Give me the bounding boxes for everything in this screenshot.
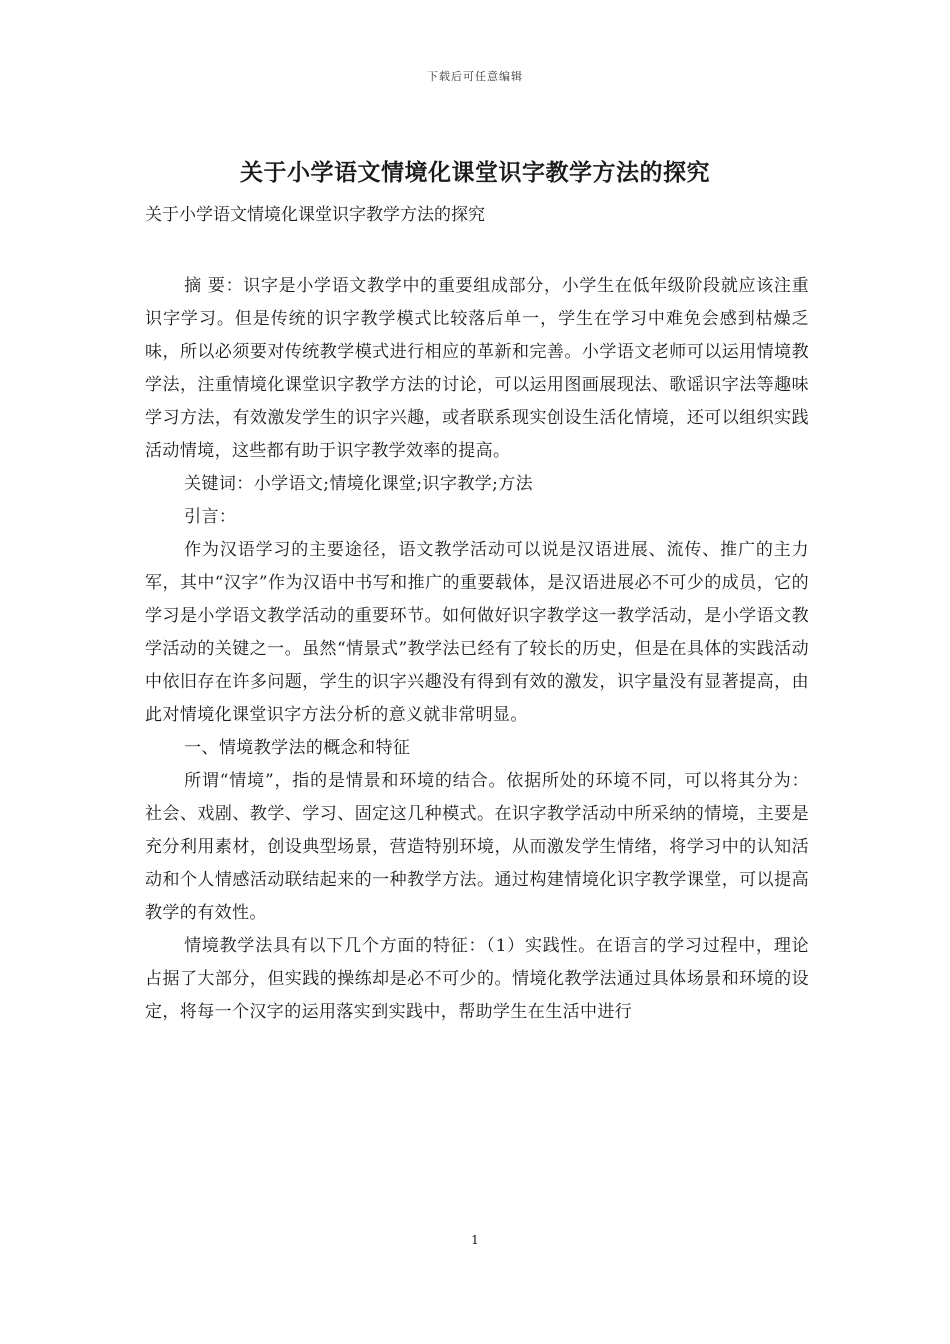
header-note: 下载后可任意编辑 bbox=[427, 70, 523, 83]
body-paragraph: 所谓“情境”，指的是情景和环境的结合。依据所处的环境不同，可以将其分为：社会、戏剧、教学、学习、固定这几种模式。在识字教学活动中所采纳的情境，主要是充分利用素材，创设典型场景，营造特别环境，从而激发学生情绪，将学习中的认知活动和个人情感活动联结起来的一种教学方法。通过构建情境化识字教学课堂，可以提高教学的有效性。 bbox=[145, 771, 809, 923]
section-heading-1: 一、情境教学法的概念和特征 bbox=[184, 738, 411, 758]
page-number: 1 bbox=[471, 1233, 479, 1247]
keywords-paragraph: 关键词：小学语文;情境化课堂;识字教学;方法 bbox=[184, 474, 534, 494]
introduction-paragraph: 作为汉语学习的主要途径，语文教学活动可以说是汉语进展、流传、推广的主力军，其中“汉字”作为汉语中书写和推广的重要载体，是汉语进展必不可少的成员，它的学习是小学语文教学活动的重要环节。如何做好识字教学这一教学活动，是小学语文教学活动的关键之一。虽然“情景式”教学法已经有了较长的历史，但是在具体的实践活动中依旧存在许多问题，学生的识字兴趣没有得到有效的激发，识字量没有显著提高，由此对情境化课堂识字方法分析的意义就非常明显。 bbox=[145, 540, 809, 725]
document-title: 关于小学语文情境化课堂识字教学方法的探究 bbox=[240, 159, 710, 186]
abstract-paragraph: 摘 要：识字是小学语文教学中的重要组成部分，小学生在低年级阶段就应该注重识字学习。但是传统的识字教学模式比较落后单一，学生在学习中难免会感到枯燥乏味，所以必须要对传统教学模式进行相应的革新和完善。小学语文老师可以运用情境教学法，注重情境化课堂识字教学方法的讨论，可以运用图画展现法、歌谣识字法等趣味学习方法，有效激发学生的识字兴趣，或者联系现实创设生活化情境，还可以组织实践活动情境，这些都有助于识字教学效率的提高。 bbox=[145, 276, 809, 461]
body-paragraph: 情境教学法具有以下几个方面的特征：（1）实践性。在语言的学习过程中，理论占据了大部分，但实践的操练却是必不可少的。情境化教学法通过具体场景和环境的设定，将每一个汉字的运用落实到实践中，帮助学生在生活中进行 bbox=[145, 936, 809, 1022]
document-body bbox=[145, 270, 809, 1029]
document-subtitle: 关于小学语文情境化课堂识字教学方法的探究 bbox=[145, 205, 485, 225]
introduction-heading: 引言： bbox=[184, 507, 237, 527]
